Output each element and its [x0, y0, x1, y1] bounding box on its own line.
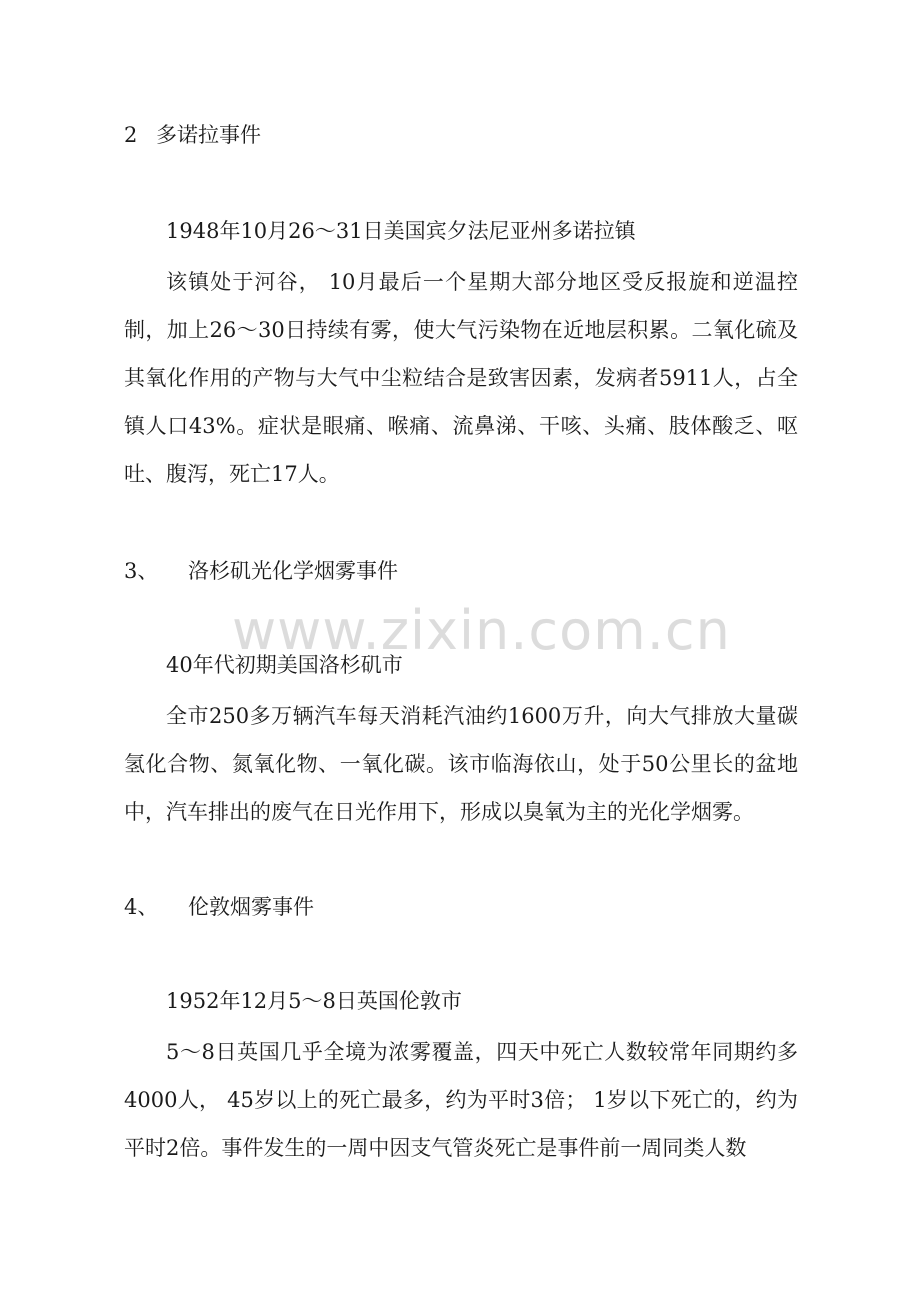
section-title: 多诺拉事件	[156, 123, 261, 147]
section-body-los-angeles: 全市250多万辆汽车每天消耗汽油约1600万升，向大气排放大量碳氢化合物、氮氧化物、一氧化碳。该市临海依山，处于50公里长的盆地中，汽车排出的废气在日光作用下，形成以臭氧为主的光化学烟雾。	[124, 704, 798, 824]
section-number: 2	[124, 123, 138, 147]
section-title: 伦敦烟雾事件	[188, 895, 314, 919]
section-subheading-los-angeles: 40年代初期美国洛杉矶市	[166, 653, 403, 677]
section-number: 4、	[124, 895, 159, 919]
section-heading-london	[124, 893, 314, 921]
section-number: 3、	[124, 559, 159, 583]
section-subheading-donora: 1948年10月26～31日美国宾夕法尼亚州多诺拉镇	[166, 219, 636, 243]
section-subheading-london: 1952年12月5～8日英国伦敦市	[166, 989, 462, 1013]
section-title: 洛杉矶光化学烟雾事件	[188, 559, 398, 583]
section-heading-los-angeles	[124, 557, 398, 585]
watermark: www.zixin.com.cn	[232, 599, 731, 662]
section-heading-donora	[124, 121, 261, 149]
section-body-donora: 该镇处于河谷， 10月最后一个星期大部分地区受反报旋和逆温控制，加上26～30日持续有雾，使大气污染物在近地层积累。二氧化硫及其氧化作用的产物与大气中尘粒结合是致害因素，发病者5911人，占全镇人口43%。症状是眼痛、喉痛、流鼻涕、干咳、头痛、肢体酸乏、呕吐、腹泻，死亡17人。	[124, 270, 798, 486]
section-body-london: 5～8日英国几乎全境为浓雾覆盖，四天中死亡人数较常年同期约多4000人， 45岁以上的死亡最多，约为平时3倍； 1岁以下死亡的，约为平时2倍。事件发生的一周中因支气管炎死亡是事件前一周同类人数	[124, 1040, 798, 1160]
